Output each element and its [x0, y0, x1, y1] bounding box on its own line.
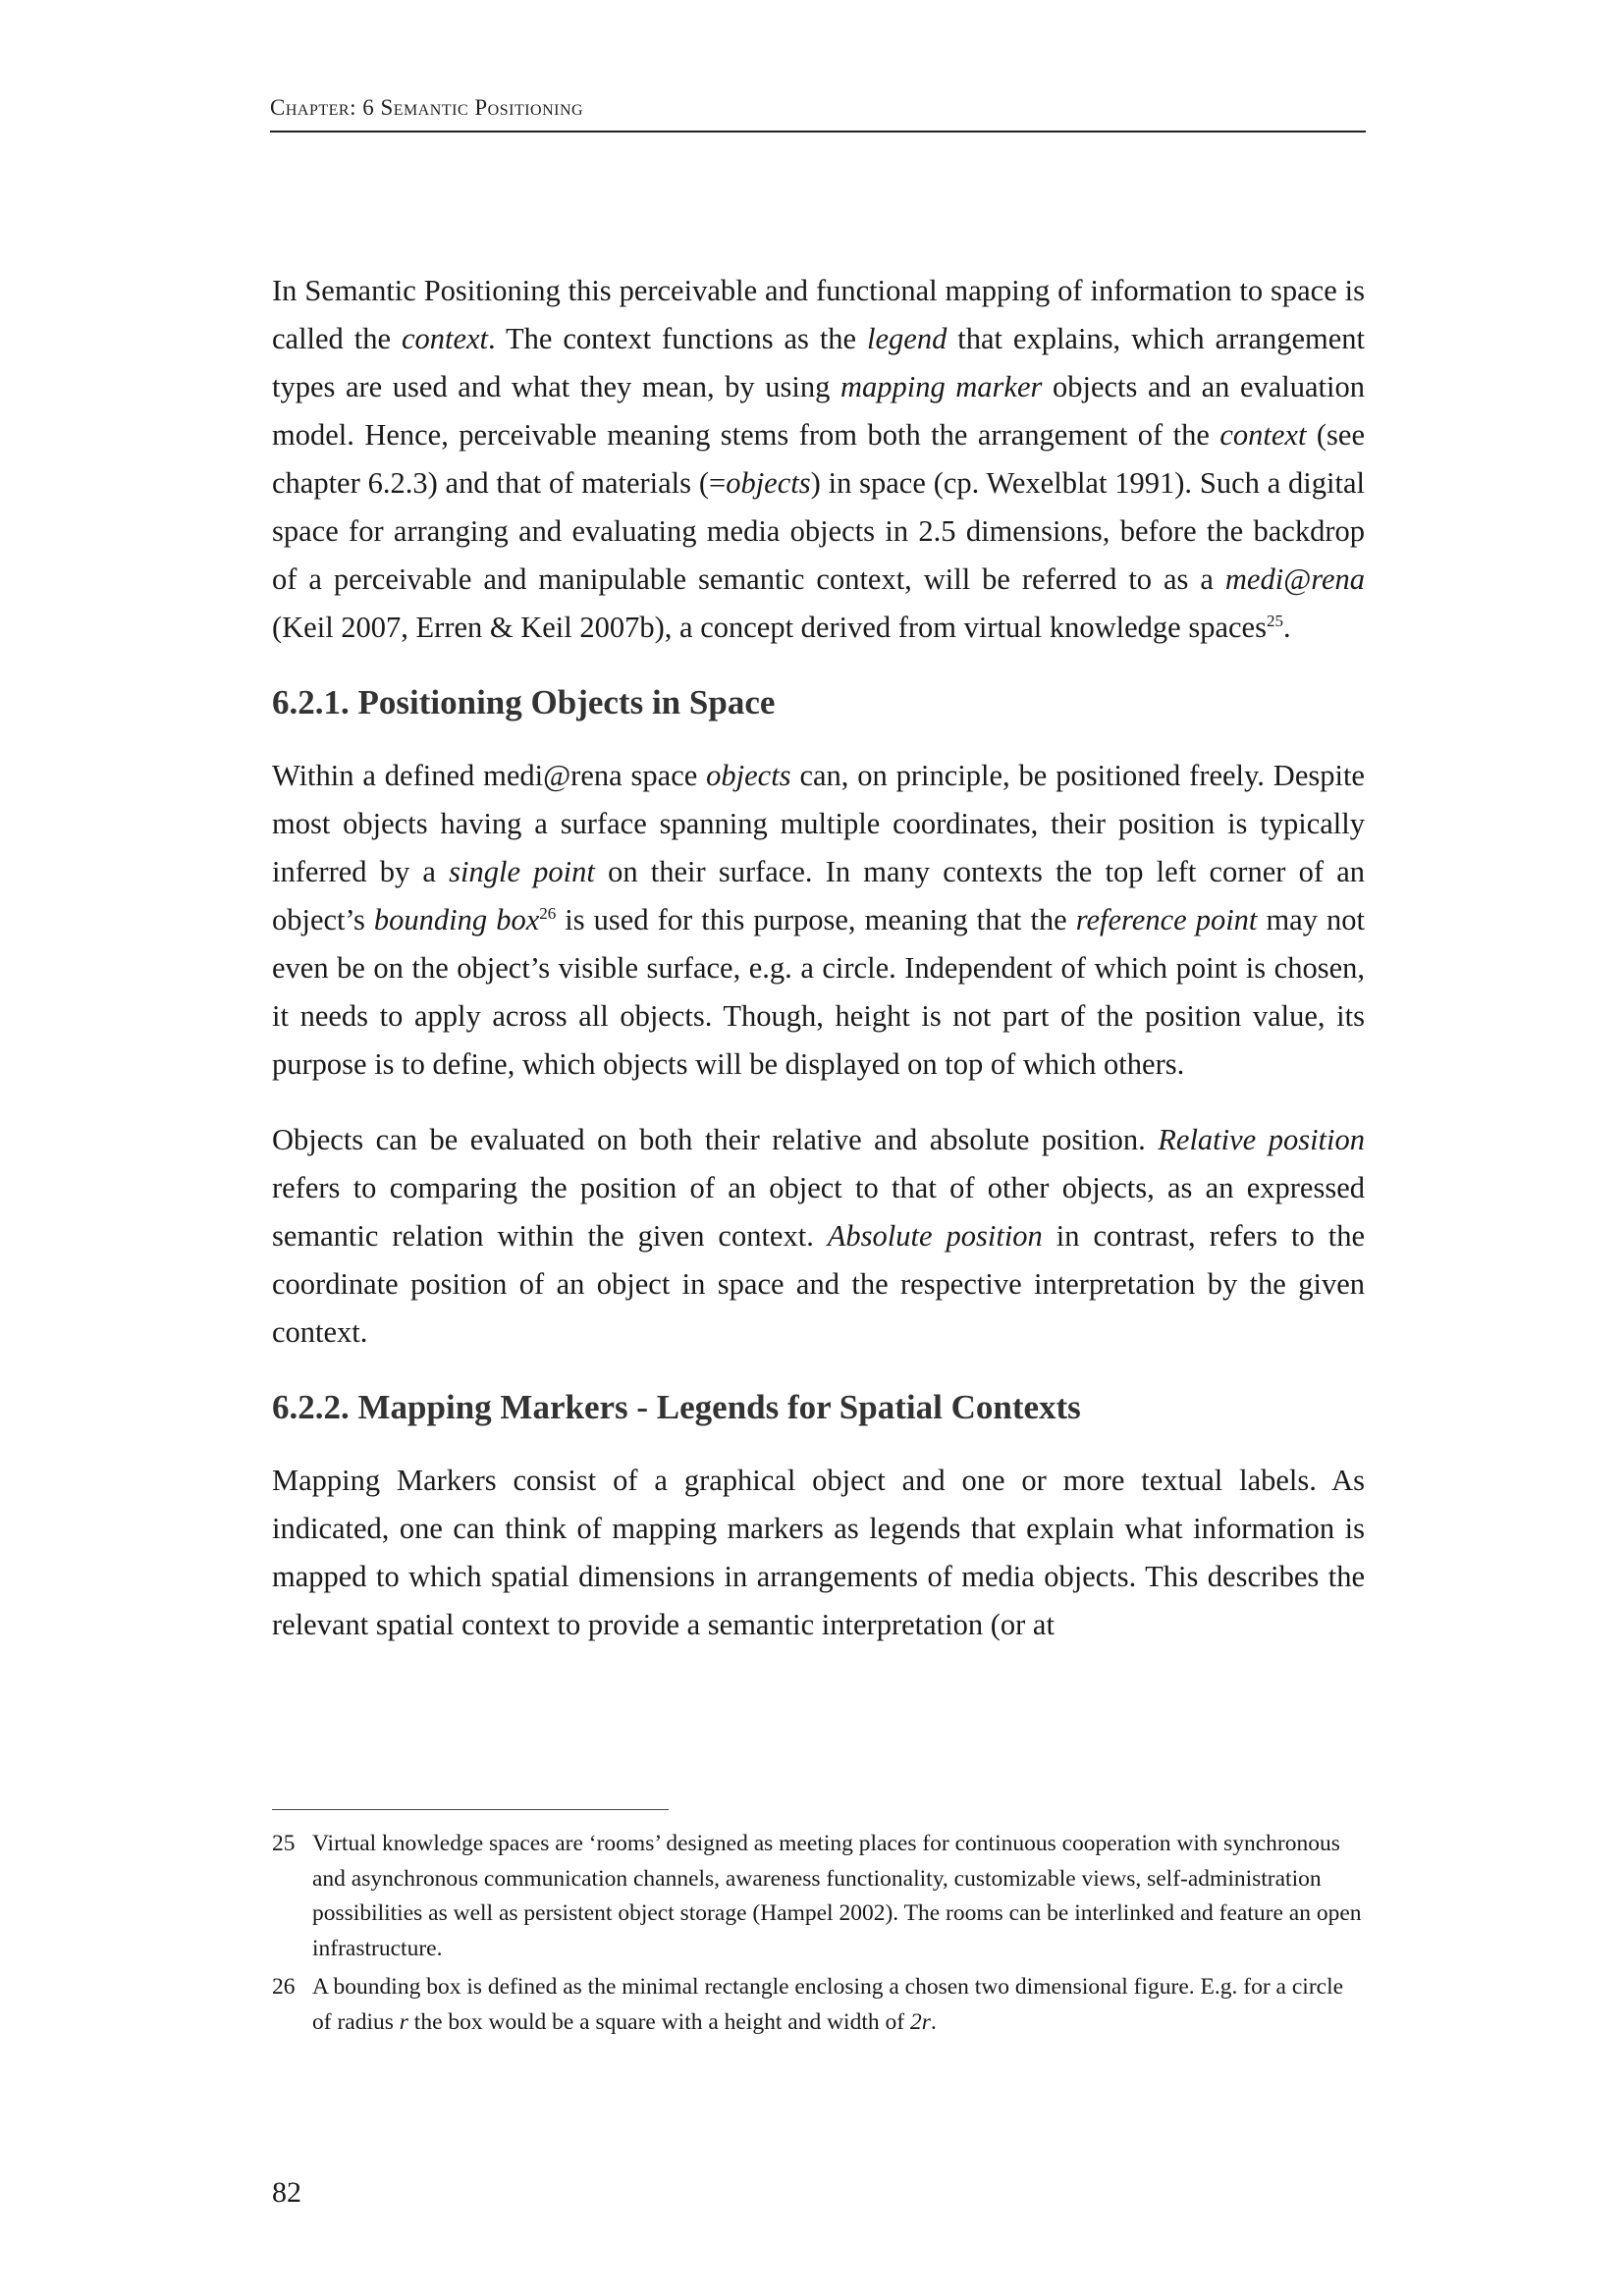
footnote-separator [272, 1809, 669, 1810]
section-622-paragraph-1: Mapping Markers consist of a graphical object and one or more textual labels. As indicated, one can think of mapping markers as legends that explain what information is mapped to which spatial dimensions in arrangements of media objects. This describes the relevant spatial context to provide a semantic interpretation (or at [272, 1464, 1365, 1641]
footnote-ref-26[interactable]: 26 [539, 903, 557, 923]
body-text [272, 267, 1365, 1677]
running-head [270, 95, 1366, 133]
section-heading-6-2-1: 6.2.1. Positioning Objects in Space [272, 683, 776, 721]
section-621-paragraph-1: Within a defined medi@rena space objects can, on principle, be positioned freely. Despite most objects having a surface spanning multiple coordinates, their position is typically inferred by a single point on their surface. In many contexts the top left corner of an object’s bounding box$^{26}$ is used for this purpose, meaning that the reference point may not even be on the object’s visible surface, e.g. a circle. Independent of which point is chosen, it needs to apply across all objects. Though, height is not part of the position value, its purpose is to define, which objects will be displayed on top of which others. [272, 759, 1365, 1081]
intro-paragraph: In Semantic Positioning this perceivable and functional mapping of information to space is called the context. The context functions as the legend that explains, which arrangement types are used and what they mean, by using mapping marker objects and an evaluation model. Hence, perceivable meaning stems from both the arrangement of the context (see chapter 6.2.3) and that of materials (=objects) in space (cp. Wexelblat 1991). Such a digital space for arranging and evaluating media objects in 2.5 dimensions, before the backdrop of a perceivable and manipulable semantic context, will be referred to as a medi@rena (Keil 2007, Erren & Keil 2007b), a concept derived from virtual knowledge spaces$^{25}$. [272, 274, 1366, 644]
footnote-26: 26 A bounding box is defined as the minimal rectangle enclosing a chosen two dimensional figure. E.g. for a circle of radius r the box would be a square with a height and width of 2r. [272, 1970, 1365, 2040]
footnote-number: 26 [272, 1974, 296, 2000]
running-head-text: Chapter: 6 Semantic Positioning [270, 95, 584, 120]
footnote-number: 25 [272, 1831, 296, 1856]
section-heading-6-2-2: 6.2.2. Mapping Markers - Legends for Spatial Contexts [272, 1388, 1081, 1426]
footnote-25: 25 Virtual knowledge spaces are ‘rooms’ designed as meeting places for continuous cooperation with synchronous and asynchronous communication channels, awareness functionality, customizable views, self-administration possibilities as well as persistent object storage (Hampel 2002). The rooms can be interlinked and feature an open infrastructure. [272, 1827, 1365, 1966]
footnote-ref-25[interactable]: 25 [1266, 611, 1283, 630]
section-621-paragraph-2: Objects can be evaluated on both their relative and absolute position. Relative position refers to comparing the position of an object to that of other objects, as an expressed semantic relation within the given context. Absolute position in contrast, refers to the coordinate position of an object in space and the respective interpretation by the given context. [272, 1123, 1365, 1349]
page-number: 82 [272, 2176, 301, 2209]
footnotes [272, 1827, 1365, 2044]
